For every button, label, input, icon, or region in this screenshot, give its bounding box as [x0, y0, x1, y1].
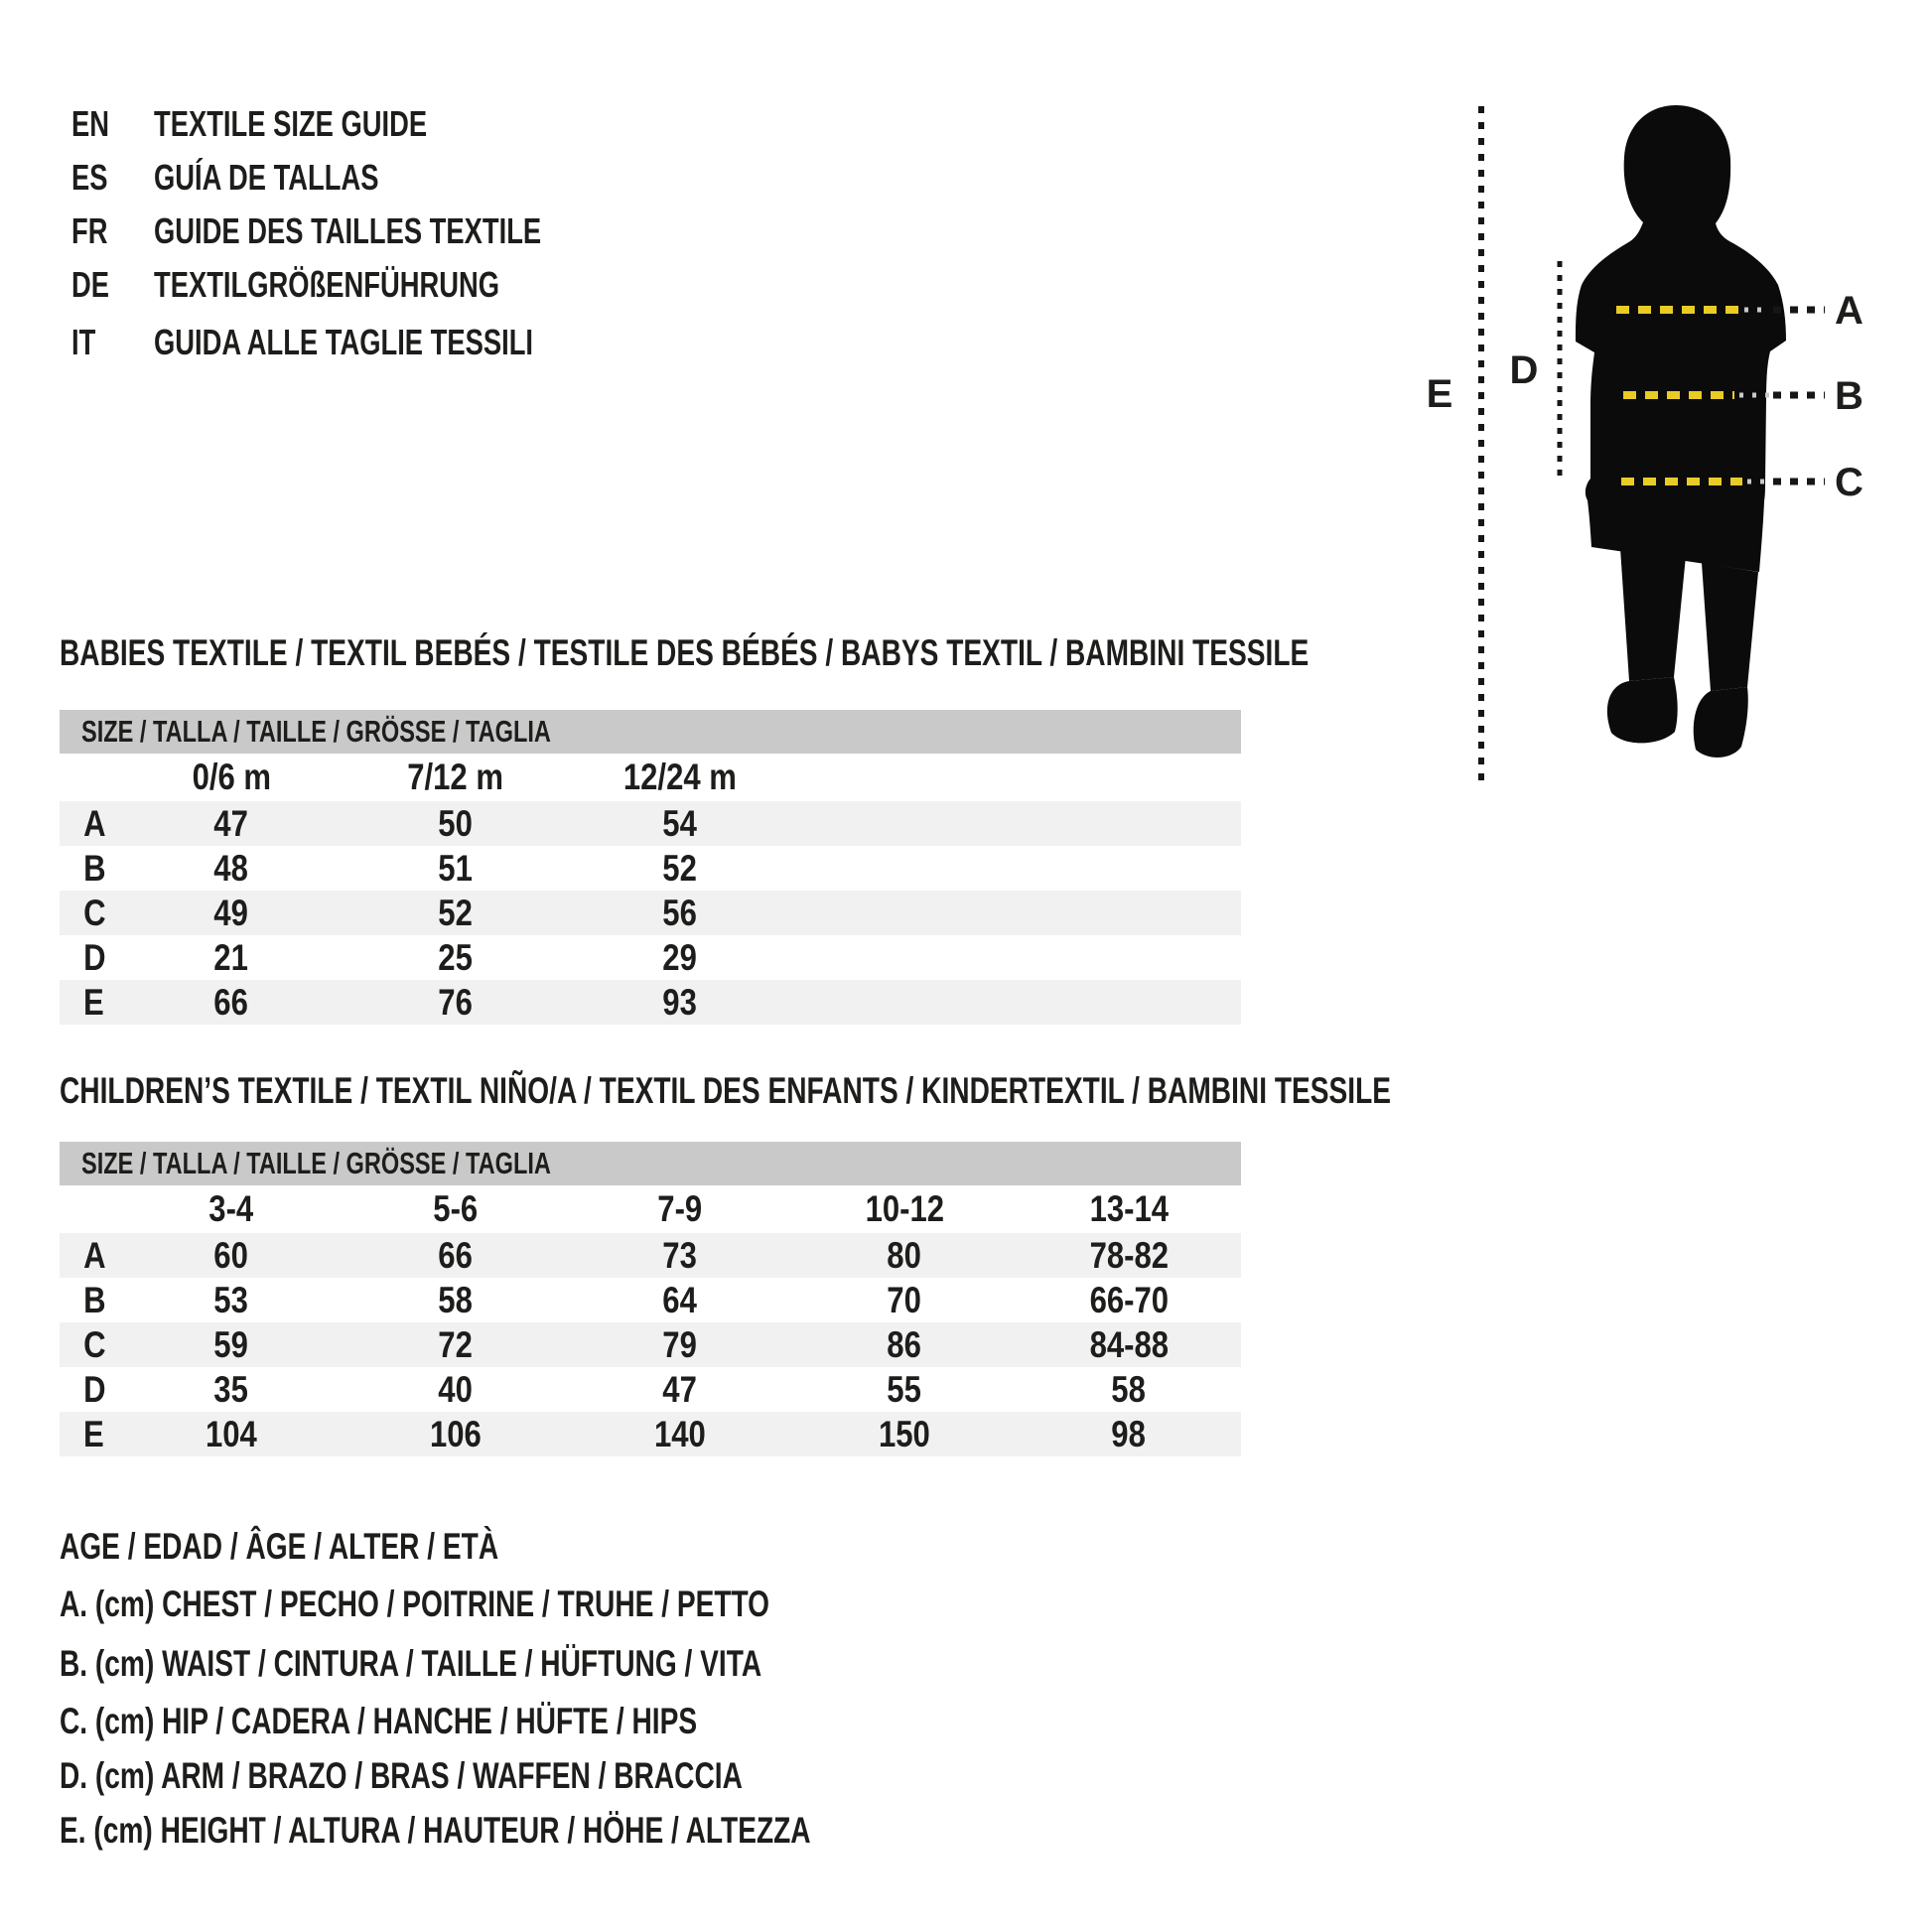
table-row	[60, 891, 1241, 935]
table-cell: 25	[438, 936, 474, 978]
language-code: FR	[71, 210, 108, 251]
table-cell: 29	[662, 936, 698, 978]
table-cell: 98	[1111, 1413, 1147, 1454]
row-label: D	[83, 1368, 106, 1410]
measure-label-d: D	[1509, 348, 1539, 392]
table-cell: 79	[662, 1323, 698, 1365]
table-cell: 80	[887, 1234, 922, 1276]
table-cell: 60	[213, 1234, 249, 1276]
table-cell: 78-82	[1089, 1234, 1169, 1276]
row-label: E	[82, 981, 104, 1023]
table-cell: 47	[662, 1368, 698, 1410]
row-label: C	[83, 892, 106, 933]
table-cell: 52	[438, 892, 474, 933]
table-cell: 48	[213, 847, 249, 889]
table-cell: 49	[213, 892, 249, 933]
legend-line-height: E. (cm) HEIGHT / ALTURA / HAUTEUR / HÖHE / ALTEZZA	[60, 1810, 811, 1851]
table-row	[60, 846, 1241, 891]
column-header-cell: 13-14	[1089, 1188, 1169, 1229]
measure-label-c: C	[1835, 461, 1863, 504]
row-label: E	[82, 1413, 104, 1454]
measure-label-e: E	[1426, 372, 1453, 416]
children-section-title: CHILDREN’S TEXTILE / TEXTIL NIÑO/A / TEXTIL DES ENFANTS / KINDERTEXTIL / BAMBINI TESSILE	[60, 1070, 1392, 1111]
measurement-figure	[1420, 89, 1932, 804]
size-header-bar: SIZE / TALLA / TAILLE / GRÖSSE / TAGLIA	[60, 710, 1241, 754]
legend-line-chest: A. (cm) CHEST / PECHO / POITRINE / TRUHE / PETTO	[60, 1584, 770, 1624]
table-cell: 54	[662, 802, 698, 844]
column-header-cell: 3-4	[208, 1188, 254, 1229]
table-cell: 56	[662, 892, 698, 933]
legend-line-hip: C. (cm) HIP / CADERA / HANCHE / HÜFTE / HIPS	[60, 1701, 698, 1741]
table-cell: 76	[438, 981, 474, 1023]
language-code: EN	[71, 103, 110, 144]
table-cell: 50	[438, 802, 474, 844]
column-header-cell: 7/12 m	[407, 757, 504, 797]
babies-size-table	[60, 710, 1241, 1025]
table-row	[60, 980, 1241, 1025]
language-code: DE	[71, 264, 110, 305]
measure-label-a: A	[1835, 289, 1863, 333]
row-label: B	[83, 847, 106, 889]
table-cell: 52	[662, 847, 698, 889]
child-silhouette-graphic	[1420, 89, 1932, 804]
table-cell: 21	[213, 936, 249, 978]
table-cell: 66-70	[1089, 1279, 1169, 1320]
row-label: B	[83, 1279, 106, 1320]
language-title: TEXTILE SIZE GUIDE	[154, 103, 428, 144]
table-cell: 47	[213, 802, 249, 844]
child-right-leg	[1702, 563, 1758, 691]
table-cell: 86	[887, 1323, 922, 1365]
table-cell: 40	[438, 1368, 474, 1410]
column-header-cell: 5-6	[433, 1188, 479, 1229]
column-header-cell: 0/6 m	[192, 757, 271, 797]
table-row	[60, 1412, 1241, 1456]
table-cell: 140	[654, 1413, 706, 1454]
legend-line-arm: D. (cm) ARM / BRAZO / BRAS / WAFFEN / BRACCIA	[60, 1755, 743, 1796]
measure-label-b: B	[1835, 374, 1863, 418]
column-header-cell: 12/24 m	[622, 757, 738, 797]
table-cell: 70	[887, 1279, 922, 1320]
size-header-bar: SIZE / TALLA / TAILLE / GRÖSSE / TAGLIA	[60, 1142, 1241, 1185]
table-cell: 64	[662, 1279, 698, 1320]
table-cell: 51	[438, 847, 474, 889]
table-row	[60, 1322, 1241, 1367]
table-cell: 66	[438, 1234, 474, 1276]
row-label: D	[83, 936, 106, 978]
table-cell: 53	[213, 1279, 249, 1320]
table-cell: 55	[887, 1368, 922, 1410]
table-cell: 35	[213, 1368, 249, 1410]
table-cell: 106	[430, 1413, 482, 1454]
children-size-table	[60, 1142, 1241, 1456]
table-cell: 93	[662, 981, 698, 1023]
table-cell: 58	[438, 1279, 474, 1320]
language-title: GUÍA DE TALLAS	[154, 157, 379, 198]
row-label: C	[83, 1323, 106, 1365]
table-row	[60, 1278, 1241, 1322]
table-cell: 73	[662, 1234, 698, 1276]
table-cell: 84-88	[1089, 1323, 1169, 1365]
column-header-row	[60, 754, 1241, 801]
column-header-row	[60, 1185, 1241, 1233]
table-cell: 58	[1111, 1368, 1147, 1410]
language-code: ES	[71, 157, 108, 198]
table-cell: 104	[206, 1413, 257, 1454]
language-title: GUIDE DES TAILLES TEXTILE	[154, 210, 542, 251]
table-row	[60, 801, 1241, 846]
legend-line-waist: B. (cm) WAIST / CINTURA / TAILLE / HÜFTUNG / VITA	[60, 1643, 762, 1684]
language-title: GUIDA ALLE TAGLIE TESSILI	[154, 322, 534, 362]
child-silhouette	[1576, 105, 1786, 572]
language-code: IT	[71, 322, 96, 362]
column-header-cell: 10-12	[865, 1188, 944, 1229]
table-cell: 72	[438, 1323, 474, 1365]
row-label: A	[83, 1234, 106, 1276]
table-cell: 150	[879, 1413, 930, 1454]
babies-section-title: BABIES TEXTILE / TEXTIL BEBÉS / TESTILE DES BÉBÉS / BABYS TEXTIL / BAMBINI TESSILE	[60, 632, 1310, 673]
child-right-shoe	[1694, 687, 1748, 758]
legend-line-age: AGE / EDAD / ÂGE / ALTER / ETÀ	[60, 1526, 499, 1567]
table-row	[60, 1233, 1241, 1278]
table-cell: 66	[213, 981, 249, 1023]
table-cell: 59	[213, 1323, 249, 1365]
child-left-shoe	[1607, 677, 1678, 743]
row-label: A	[83, 802, 106, 844]
table-row	[60, 1367, 1241, 1412]
column-header-cell: 7-9	[657, 1188, 703, 1229]
language-title: TEXTILGRÖßENFÜHRUNG	[154, 264, 500, 305]
table-row	[60, 935, 1241, 980]
